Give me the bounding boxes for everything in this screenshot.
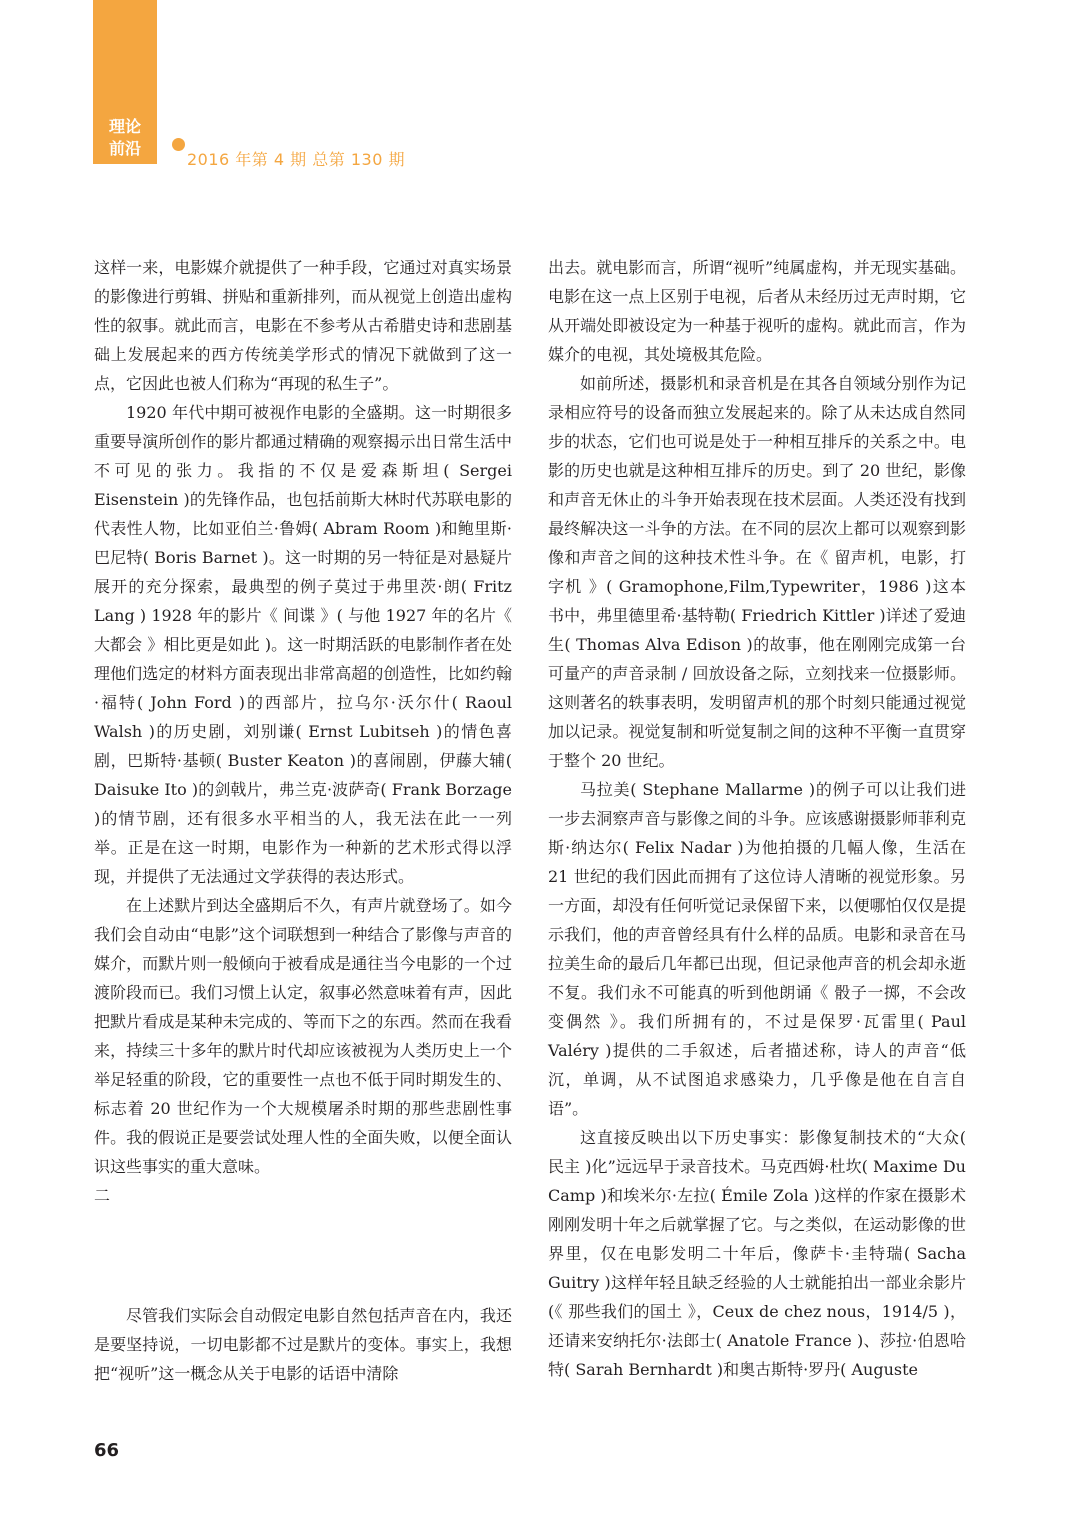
left-paragraph-1: 这样一来，电影媒介就提供了一种手段，它通过对真实场景的影像进行剪辑、拼贴和重新排列，而从视觉上创造出虚构性的叙事。就此而言，电影在不参考从古希腊史诗和悲剧基础上发展起来的西方传统美学形式的情况下就做到了这一点，它因此也被人们称为“再现的私生子”。	[94, 258, 512, 393]
page-number: 66	[94, 1440, 120, 1461]
section-tab-line1: 理论	[108, 117, 141, 136]
section-tab	[93, 0, 157, 164]
right-paragraph-3: 马拉美( Stephane Mallarme )的例子可以让我们进一步去洞察声音与影像之间的斗争。应该感谢摄影师菲利克斯·纳达尔( Felix Nadar )为他拍摄的几幅人像，生活在 21 世纪的我们因此而拥有了这位诗人清晰的视觉形象。另一方面，却没有任何听觉记录保留下来，以便哪怕仅仅是提示我们，他的声音曾经具有什么样的品质。电影和录音在马拉美生命的最后几年都已出现，但记录他声音的机会却永逝不复。我们永不可能真的听到他朗诵《 骰子一掷，不会改变偶然 》。我们所拥有的，不过是保罗·瓦雷里( Paul Valéry )提供的二手叙述，后者描述称，诗人的声音“低沉，单调，从不试图追求感染力，几乎像是他在自言自语”。	[548, 780, 966, 1118]
right-paragraph-4: 这直接反映出以下历史事实：影像复制技术的“大众( 民主 )化”远远早于录音技术。马克西姆·杜坎( Maxime Du Camp )和埃米尔·左拉( Émile Zola )这样的作家在摄影术刚刚发明十年之后就掌握了它。与之类似，在运动影像的世界里，仅在电影发明二十年后，像萨卡·圭特瑞( Sacha Guitry )这样年轻且缺乏经验的人士就能拍出一部业余影片(《 那些我们的国土 》，Ceux de chez nous，1914/5 )，还请来安纳托尔·法郎士( Anatole France )、莎拉·伯恩哈特( Sarah Bernhardt )和奥古斯特·罗丹( Auguste	[548, 1128, 966, 1379]
right-paragraph-2: 如前所述，摄影机和录音机是在其各自领域分别作为记录相应符号的设备而独立发展起来的。除了从未达成自然同步的状态，它们也可说是处于一种相互排斥的关系之中。电影的历史也就是这种相互排斥的历史。到了 20 世纪，影像和声音无休止的斗争开始表现在技术层面。人类还没有找到最终解决这一斗争的方法。在不同的层次上都可以观察到影像和声音之间的这种技术性斗争。在《 留声机，电影，打字机 》( Gramophone,Film,Typewriter，1986 )这本书中，弗里德里希·基特勒( Friedrich Kittler )详述了爱迪生( Thomas Alva Edison )的故事，他在刚刚完成第一台可量产的声音录制 / 回放设备之际，立刻找来一位摄影师。这则著名的轶事表明，发明留声机的那个时刻只能通过视觉加以记录。视觉复制和听觉复制之间的这种不平衡一直贯穿于整个 20 世纪。	[548, 374, 966, 770]
section-tab-label	[93, 116, 157, 160]
issue-info: 2016 年第 4 期 总第 130 期	[187, 150, 405, 169]
left-paragraph-4: 尽管我们实际会自动假定电影自然包括声音在内，我还是要坚持说，一切电影都不过是默片的变体。事实上，我想把“视听”这一概念从关于电影的话语中清除	[94, 1306, 512, 1383]
left-paragraph-2: 1920 年代中期可被视作电影的全盛期。这一时期很多重要导演所创作的影片都通过精确的观察揭示出日常生活中不可见的张力。我指的不仅是爱森斯坦( Sergei Eisenstein )的先锋作品，也包括前斯大林时代苏联电影的代表性人物，比如亚伯兰·鲁姆( Abram Room )和鲍里斯·巴尼特( Boris Barnet )。这一时期的另一特征是对悬疑片展开的充分探索，最典型的例子莫过于弗里茨·朗( Fritz Lang ) 1928 年的影片《 间谍 》( 与他 1927 年的名片《 大都会 》相比更是如此 )。这一时期活跃的电影制作者在处理他们选定的材料方面表现出非常高超的创造性，比如约翰·福特( John Ford )的西部片，拉乌尔·沃尔什( Raoul Walsh )的历史剧，刘别谦( Ernst Lubitseh )的情色喜剧，巴斯特·基顿( Buster Keaton )的喜闹剧，伊藤大辅( Daisuke Ito )的剑戟片，弗兰克·波萨奇( Frank Borzage )的情节剧，还有很多水平相当的人，我无法在此一一列举。正是在这一时期，电影作为一种新的艺术形式得以浮现，并提供了无法通过文学获得的表达形式。	[94, 403, 512, 886]
left-column	[94, 253, 512, 1388]
right-paragraph-1: 出去。就电影而言，所谓“视听”纯属虚构，并无现实基础。电影在这一点上区别于电视，后者从未经历过无声时期，它从开端处即被设定为一种基于视听的虚构。就此而言，作为媒介的电视，其处境极其危险。	[548, 258, 966, 364]
section-tab-line2: 前沿	[108, 139, 141, 158]
right-column	[548, 253, 966, 1384]
left-paragraph-3: 在上述默片到达全盛期后不久，有声片就登场了。如今我们会自动由“电影”这个词联想到一种结合了影像与声音的媒介，而默片则一般倾向于被看成是通往当今电影的一个过渡阶段而已。我们习惯上认定，叙事必然意味着有声，因此把默片看成是某种未完成的、等而下之的东西。然而在我看来，持续三十多年的默片时代却应该被视为人类历史上一个举足轻重的阶段，它的重要性一点也不低于同时期发生的、标志着 20 世纪作为一个大规模屠杀时期的那些悲剧性事件。我的假说正是要尝试处理人性的全面失败，以便全面认识这些事实的重大意味。	[94, 896, 512, 1176]
issue-dot-icon	[172, 138, 185, 151]
section-heading: 二	[94, 1186, 111, 1205]
